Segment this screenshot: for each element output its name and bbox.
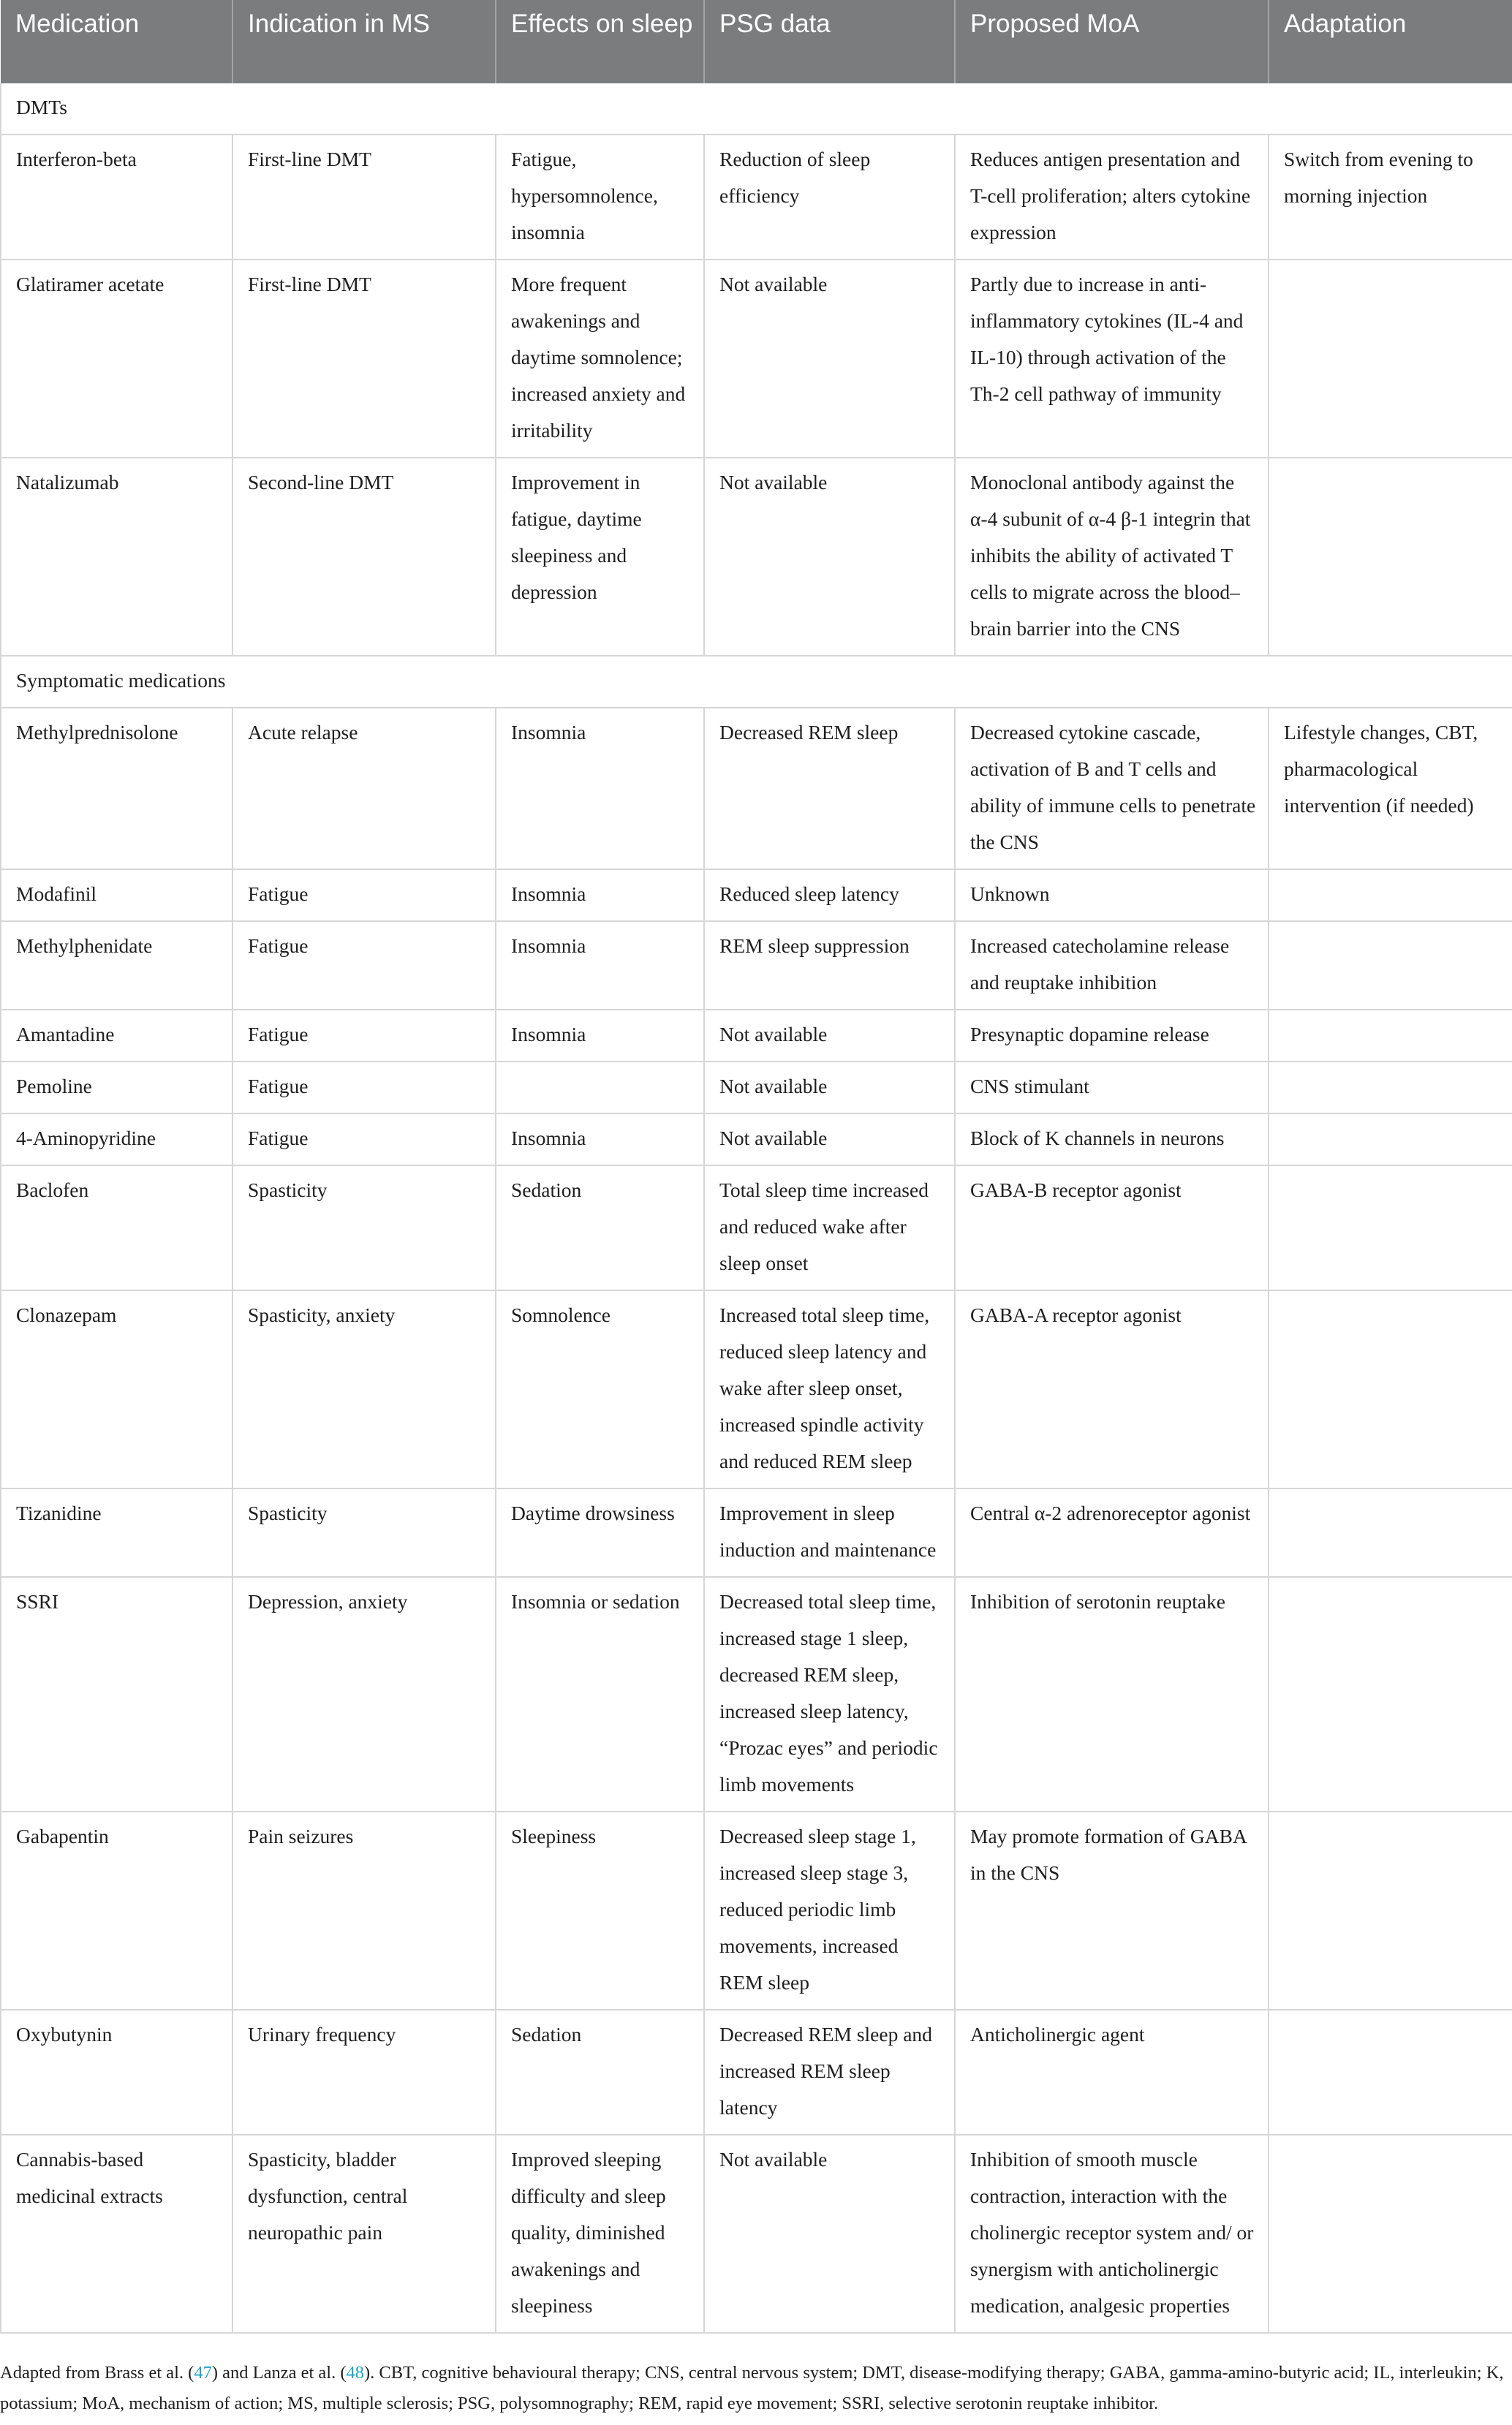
cell-psg-data: Decreased total sleep time, increased stage 1 sleep, decreased REM sleep, increased sleep latency, “Prozac eyes” and periodic limb movements: [704, 1577, 955, 1812]
section-row: [1, 656, 1512, 708]
cell-medication: Tizanidine: [1, 1488, 233, 1577]
cell-effects-on-sleep: Sedation: [496, 2010, 704, 2135]
cell-psg-data: Not available: [704, 2135, 955, 2333]
column-header-psg-data: PSG data: [704, 0, 955, 83]
cell-psg-data: Not available: [704, 260, 955, 458]
cell-effects-on-sleep: Improved sleeping difficulty and sleep quality, diminished awakenings and sleepiness: [496, 2135, 704, 2333]
cell-indication: Spasticity: [233, 1488, 496, 1577]
cell-adaptation: [1269, 1290, 1512, 1488]
column-header-medication: Medication: [1, 0, 233, 83]
section-row: [1, 83, 1512, 135]
table-row: [1, 869, 1512, 921]
cell-adaptation: [1269, 869, 1512, 921]
cell-proposed-moa: GABA-B receptor agonist: [955, 1165, 1269, 1290]
cell-medication: Methylphenidate: [1, 921, 233, 1010]
cell-adaptation: [1269, 1062, 1512, 1113]
cell-effects-on-sleep: Insomnia: [496, 708, 704, 869]
column-header-effects-on-sleep: Effects on sleep: [496, 0, 704, 83]
cell-indication: Pain seizures: [233, 1812, 496, 2010]
section-label: DMTs: [1, 83, 1512, 135]
table-row: [1, 1165, 1512, 1290]
cell-adaptation: [1269, 1010, 1512, 1062]
column-header-proposed-moa: Proposed MoA: [955, 0, 1269, 83]
table-row: [1, 2135, 1512, 2333]
cell-adaptation: Lifestyle changes, CBT, pharmacological intervention (if needed): [1269, 708, 1512, 869]
footnote-text-2: ) and Lanza et al. (: [211, 2363, 347, 2383]
cell-effects-on-sleep: Insomnia: [496, 869, 704, 921]
cell-proposed-moa: Reduces antigen presentation and T-cell proliferation; alters cytokine expression: [955, 135, 1269, 260]
cell-psg-data: Decreased sleep stage 1, increased sleep stage 3, reduced periodic limb movements, increased REM sleep: [704, 1812, 955, 2010]
cell-medication: 4-Aminopyridine: [1, 1113, 233, 1165]
cell-medication: Methylprednisolone: [1, 708, 233, 869]
table-body: [1, 83, 1512, 2333]
cell-medication: Modafinil: [1, 869, 233, 921]
cell-indication: Fatigue: [233, 1010, 496, 1062]
cell-indication: Fatigue: [233, 869, 496, 921]
cell-effects-on-sleep: Somnolence: [496, 1290, 704, 1488]
cell-psg-data: Not available: [704, 1113, 955, 1165]
table-row: [1, 260, 1512, 458]
cell-proposed-moa: Block of K channels in neurons: [955, 1113, 1269, 1165]
cell-effects-on-sleep: Insomnia: [496, 1010, 704, 1062]
cell-proposed-moa: Unknown: [955, 869, 1269, 921]
table-footnote: [0, 2358, 1506, 2419]
cell-proposed-moa: May promote formation of GABA in the CNS: [955, 1812, 1269, 2010]
cell-psg-data: Improvement in sleep induction and maintenance: [704, 1488, 955, 1577]
cell-indication: Spasticity: [233, 1165, 496, 1290]
cell-indication: Depression, anxiety: [233, 1577, 496, 1812]
column-header-adaptation: Adaptation: [1269, 0, 1512, 83]
cell-proposed-moa: Inhibition of serotonin reuptake: [955, 1577, 1269, 1812]
cell-proposed-moa: Monoclonal antibody against the α-4 subunit of α-4 β-1 integrin that inhibits the ability of activated T cells to migrate across the blood–brain barrier into the CNS: [955, 458, 1269, 656]
cell-psg-data: Decreased REM sleep: [704, 708, 955, 869]
cell-medication: Interferon-beta: [1, 135, 233, 260]
table-row: [1, 135, 1512, 260]
table-row: [1, 1812, 1512, 2010]
header-row: [1, 0, 1512, 83]
cell-indication: Fatigue: [233, 1113, 496, 1165]
cell-medication: Oxybutynin: [1, 2010, 233, 2135]
table-row: [1, 1488, 1512, 1577]
cell-psg-data: REM sleep suppression: [704, 921, 955, 1010]
cell-adaptation: [1269, 1577, 1512, 1812]
cell-indication: Fatigue: [233, 921, 496, 1010]
cell-psg-data: Not available: [704, 1062, 955, 1113]
table-row: [1, 2010, 1512, 2135]
cell-medication: Clonazepam: [1, 1290, 233, 1488]
cell-indication: Urinary frequency: [233, 2010, 496, 2135]
cell-adaptation: [1269, 921, 1512, 1010]
cell-psg-data: Not available: [704, 458, 955, 656]
cell-indication: Spasticity, anxiety: [233, 1290, 496, 1488]
cell-adaptation: [1269, 1165, 1512, 1290]
cell-effects-on-sleep: [496, 1062, 704, 1113]
cell-medication: Amantadine: [1, 1010, 233, 1062]
cell-effects-on-sleep: Improvement in fatigue, daytime sleepiness and depression: [496, 458, 704, 656]
cell-medication: Glatiramer acetate: [1, 260, 233, 458]
table-row: [1, 458, 1512, 656]
table-row: [1, 1577, 1512, 1812]
cell-psg-data: Increased total sleep time, reduced sleep latency and wake after sleep onset, increased spindle activity and reduced REM sleep: [704, 1290, 955, 1488]
footnote-text-3: ). CBT, cognitive behavioural therapy; CNS, central nervous system; DMT, disease-modifying therapy; GABA, gamma-amino-butyric acid; IL, interleukin; K, potassium; MoA, mechanism of action; MS, multiple sclerosis; PSG, polysomnography; REM, rapid eye movement; SSRI, selective serotonin reuptake inhibitor.: [0, 2363, 1504, 2413]
cell-effects-on-sleep: Insomnia or sedation: [496, 1577, 704, 1812]
section-label: Symptomatic medications: [1, 656, 1512, 708]
cell-indication: Spasticity, bladder dysfunction, central neuropathic pain: [233, 2135, 496, 2333]
cell-medication: Gabapentin: [1, 1812, 233, 2010]
cell-psg-data: Not available: [704, 1010, 955, 1062]
cell-adaptation: [1269, 458, 1512, 656]
cell-proposed-moa: Decreased cytokine cascade, activation of B and T cells and ability of immune cells to penetrate the CNS: [955, 708, 1269, 869]
footnote-text-1: Adapted from Brass et al. (: [0, 2363, 194, 2383]
cell-proposed-moa: Anticholinergic agent: [955, 2010, 1269, 2135]
cell-proposed-moa: Inhibition of smooth muscle contraction, interaction with the cholinergic receptor system and/ or synergism with anticholinergic medication, analgesic properties: [955, 2135, 1269, 2333]
cell-effects-on-sleep: More frequent awakenings and daytime somnolence; increased anxiety and irritability: [496, 260, 704, 458]
table-row: [1, 1113, 1512, 1165]
cell-effects-on-sleep: Sleepiness: [496, 1812, 704, 2010]
cell-indication: Second-line DMT: [233, 458, 496, 656]
cell-adaptation: [1269, 1113, 1512, 1165]
cell-proposed-moa: Central α-2 adrenoreceptor agonist: [955, 1488, 1269, 1577]
table-row: [1, 1062, 1512, 1113]
cell-medication: Cannabis-based medicinal extracts: [1, 2135, 233, 2333]
cell-proposed-moa: Presynaptic dopamine release: [955, 1010, 1269, 1062]
table-row: [1, 1010, 1512, 1062]
cell-effects-on-sleep: Sedation: [496, 1165, 704, 1290]
reference-link-47[interactable]: 47: [194, 2363, 212, 2383]
cell-adaptation: [1269, 1488, 1512, 1577]
cell-proposed-moa: GABA-A receptor agonist: [955, 1290, 1269, 1488]
cell-proposed-moa: Increased catecholamine release and reuptake inhibition: [955, 921, 1269, 1010]
cell-effects-on-sleep: Insomnia: [496, 1113, 704, 1165]
cell-effects-on-sleep: Daytime drowsiness: [496, 1488, 704, 1577]
cell-medication: Natalizumab: [1, 458, 233, 656]
cell-effects-on-sleep: Insomnia: [496, 921, 704, 1010]
cell-indication: First-line DMT: [233, 260, 496, 458]
cell-adaptation: [1269, 1812, 1512, 2010]
table-header: [1, 0, 1512, 83]
cell-medication: Pemoline: [1, 1062, 233, 1113]
cell-proposed-moa: Partly due to increase in anti-inflammatory cytokines (IL-4 and IL-10) through activation of the Th-2 cell pathway of immunity: [955, 260, 1269, 458]
cell-adaptation: [1269, 2010, 1512, 2135]
cell-indication: Fatigue: [233, 1062, 496, 1113]
cell-indication: First-line DMT: [233, 135, 496, 260]
cell-indication: Acute relapse: [233, 708, 496, 869]
cell-adaptation: [1269, 260, 1512, 458]
reference-link-48[interactable]: 48: [346, 2363, 364, 2383]
cell-psg-data: Total sleep time increased and reduced wake after sleep onset: [704, 1165, 955, 1290]
cell-psg-data: Reduction of sleep efficiency: [704, 135, 955, 260]
cell-medication: SSRI: [1, 1577, 233, 1812]
cell-proposed-moa: CNS stimulant: [955, 1062, 1269, 1113]
cell-psg-data: Reduced sleep latency: [704, 869, 955, 921]
table-row: [1, 1290, 1512, 1488]
table-row: [1, 921, 1512, 1010]
cell-effects-on-sleep: Fatigue, hypersomnolence, insomnia: [496, 135, 704, 260]
cell-psg-data: Decreased REM sleep and increased REM sleep latency: [704, 2010, 955, 2135]
column-header-indication: Indication in MS: [233, 0, 496, 83]
cell-adaptation: Switch from evening to morning injection: [1269, 135, 1512, 260]
cell-medication: Baclofen: [1, 1165, 233, 1290]
cell-adaptation: [1269, 2135, 1512, 2333]
table-row: [1, 708, 1512, 869]
